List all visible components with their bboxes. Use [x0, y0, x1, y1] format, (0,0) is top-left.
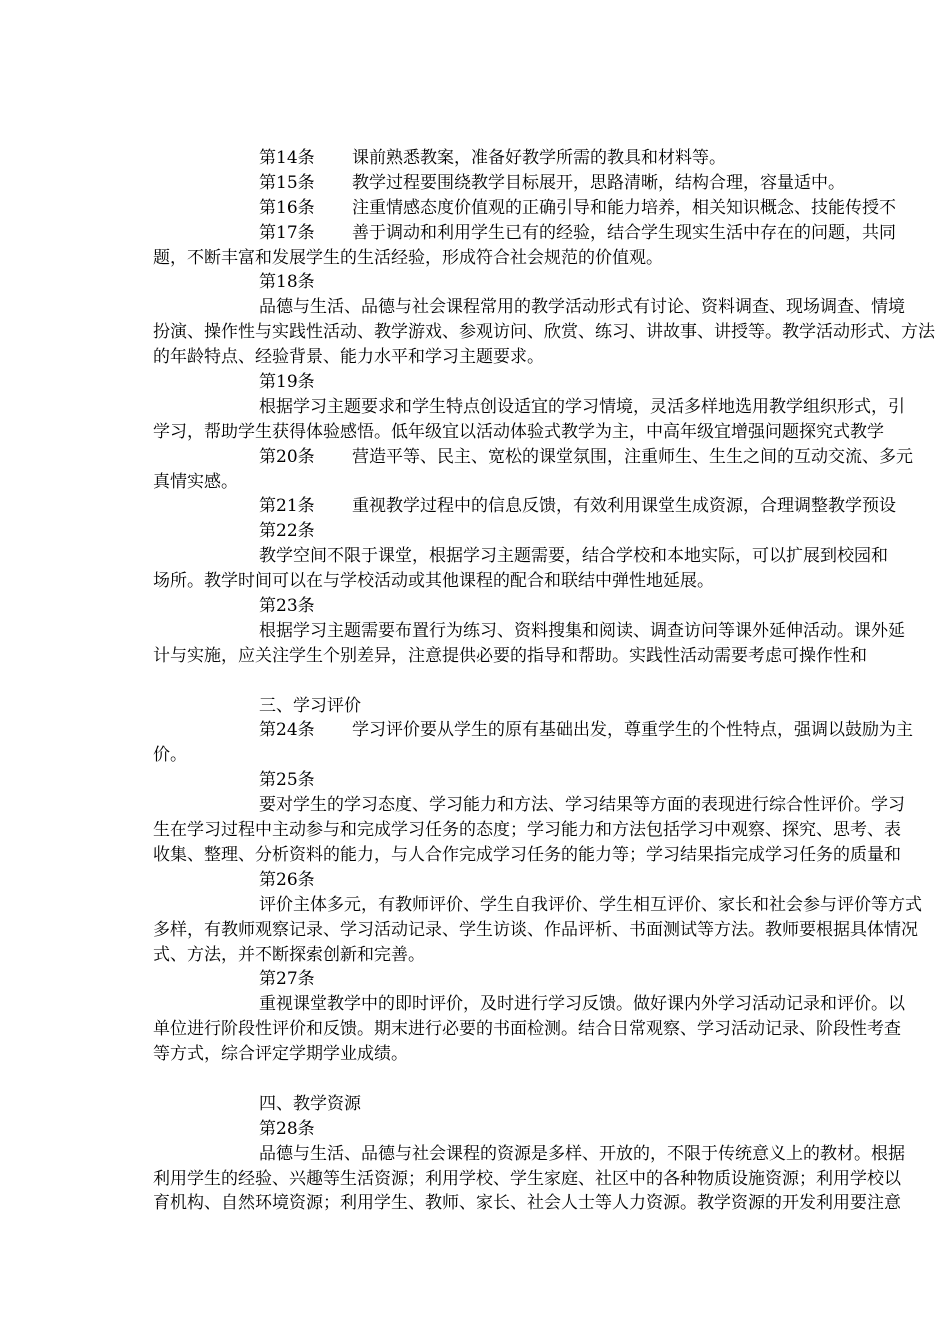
- paragraph-line: 收集、整理、分析资料的能力，与人合作完成学习任务的能力等；学习结果指完成学习任务的质量和: [153, 844, 901, 865]
- paragraph-line: 利用学生的经验、兴趣等生活资源；利用学校、学生家庭、社区中的各种物质设施资源；利用学校以: [153, 1168, 901, 1189]
- article-18: [153, 270, 950, 295]
- paragraph-first-line: 根据学习主题要求和学生特点创设适宜的学习情境，灵活多样地选用教学组织形式，引: [259, 396, 905, 417]
- paragraph-first-line: 重视课堂教学中的即时评价，及时进行学习反馈。做好课内外学习活动记录和评价。以: [259, 994, 905, 1015]
- article-20: [153, 445, 950, 470]
- paragraph-first-line: 品德与生活、品德与社会课程的资源是多样、开放的，不限于传统意义上的教材。根据: [259, 1143, 905, 1164]
- paragraph-line: 育机构、自然环境资源；利用学生、教师、家长、社会人士等人力资源。教学资源的开发利用要注意: [153, 1193, 901, 1214]
- article-number: 第27条: [259, 969, 315, 990]
- article-text: 善于调动和利用学生已有的经验，结合学生现实生活中存在的问题，共同: [352, 222, 896, 243]
- paragraph-line: 等方式，综合评定学期学业成绩。: [153, 1044, 408, 1065]
- article-number: 第18条: [259, 272, 315, 293]
- article-26: [153, 868, 950, 893]
- article-number: 第19条: [259, 372, 315, 393]
- article-15: [153, 171, 950, 196]
- article-number: 第25条: [259, 770, 315, 791]
- article-23: [153, 594, 950, 619]
- article-number: 第21条: [259, 496, 315, 517]
- article-21: [153, 494, 950, 519]
- paragraph-line: 式、方法，并不断探索创新和完善。: [153, 944, 425, 965]
- article-text: 重视教学过程中的信息反馈，有效利用课堂生成资源，合理调整教学预设: [352, 496, 896, 517]
- paragraph-line: 真情实感。: [153, 471, 238, 492]
- article-27: [153, 967, 950, 992]
- article-number: 第17条: [259, 222, 315, 243]
- paragraph-line: 扮演、操作性与实践性活动、教学游戏、参观访问、欣赏、练习、讲故事、讲授等。教学活动形式、方法: [153, 322, 935, 343]
- article-number: 第16条: [259, 197, 315, 218]
- article-number: 第15条: [259, 172, 315, 193]
- paragraph-line: 题，不断丰富和发展学生的生活经验，形成符合社会规范的价值观。: [153, 247, 663, 268]
- paragraph-first-line: 品德与生活、品德与社会课程常用的教学活动形式有讨论、资料调查、现场调查、情境: [259, 297, 905, 318]
- article-text: 学习评价要从学生的原有基础出发，尊重学生的个性特点，强调以鼓励为主: [352, 720, 913, 741]
- article-19: [153, 370, 950, 395]
- article-number: 第28条: [259, 1118, 315, 1139]
- article-text: 课前熟悉教案，准备好教学所需的教具和材料等。: [352, 148, 726, 168]
- article-number: 第24条: [259, 720, 315, 741]
- article-number: 第23条: [259, 596, 315, 617]
- blank-line: [153, 669, 950, 694]
- paragraph-first-line: 根据学习主题需要布置行为练习、资料搜集和阅读、调查访问等课外延伸活动。课外延: [259, 620, 905, 641]
- paragraph-line: 的年龄特点、经验背景、能力水平和学习主题要求。: [153, 347, 544, 368]
- paragraph-line: 单位进行阶段性评价和反馈。期末进行必要的书面检测。结合日常观察、学习活动记录、阶段性考查: [153, 1019, 901, 1040]
- article-24: [153, 718, 950, 743]
- section-heading: 三、学习评价: [259, 695, 361, 716]
- paragraph-line: 生在学习过程中主动参与和完成学习任务的态度；学习能力和方法包括学习中观察、探究、思考、表: [153, 820, 901, 841]
- paragraph-line: 学习，帮助学生获得体验感悟。低年级宜以活动体验式教学为主，中高年级宜增强问题探究式教学: [153, 421, 884, 442]
- paragraph-line: 计与实施，应关注学生个别差异，注意提供必要的指导和帮助。实践性活动需要考虑可操作性和: [153, 645, 867, 666]
- paragraph-first-line: 评价主体多元，有教师评价、学生自我评价、学生相互评价、家长和社会参与评价等方式: [259, 894, 922, 915]
- paragraph-first-line: 教学空间不限于课堂，根据学习主题需要，结合学校和本地实际，可以扩展到校园和: [259, 546, 888, 567]
- article-22: [153, 519, 950, 544]
- section-heading: 四、教学资源: [259, 1093, 361, 1114]
- article-14: [153, 146, 950, 171]
- paragraph-line: 价。: [153, 745, 187, 766]
- article-17: [153, 221, 950, 246]
- article-text: 注重情感态度价值观的正确引导和能力培养，相关知识概念、技能传授不: [352, 197, 896, 218]
- article-25: [153, 768, 950, 793]
- paragraph-line: 场所。教学时间可以在与学校活动或其他课程的配合和联结中弹性地延展。: [153, 571, 714, 592]
- blank-line: [153, 1067, 950, 1092]
- article-number: 第20条: [259, 446, 315, 467]
- article-number: 第14条: [259, 148, 315, 168]
- article-number: 第26条: [259, 869, 315, 890]
- paragraph-first-line: 要对学生的学习态度、学习能力和方法、学习结果等方面的表现进行综合性评价。学习: [259, 795, 905, 816]
- article-number: 第22条: [259, 521, 315, 542]
- document-body: [153, 146, 950, 1216]
- article-text: 营造平等、民主、宽松的课堂氛围，注重师生、生生之间的互动交流、多元: [352, 446, 913, 467]
- paragraph-line: 多样，有教师观察记录、学习活动记录、学生访谈、作品评析、书面测试等方法。教师要根据具体情况: [153, 919, 918, 940]
- article-16: [153, 196, 950, 221]
- article-28: [153, 1117, 950, 1142]
- article-text: 教学过程要围绕教学目标展开，思路清晰，结构合理，容量适中。: [352, 172, 845, 193]
